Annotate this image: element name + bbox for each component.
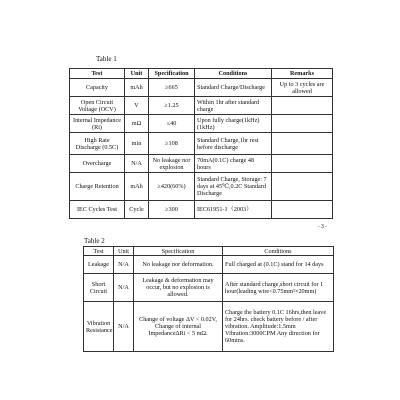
- table-cell: Upon fully charge(1kHz) (1kHz): [195, 115, 272, 133]
- table-row: [70, 97, 333, 115]
- table-cell: ≤40: [149, 115, 195, 133]
- table-cell: Up to 3 cycles are allowed: [272, 79, 333, 97]
- table-cell: Overcharge: [70, 155, 125, 173]
- table-cell: N/A: [125, 155, 149, 173]
- table-cell: Charge the battery 0.1C 16hrs,then leave for 24hrs. check battery before / after vibration. Amplitude:1.5mm Vibration:3000CPM Any direction for 60mins.: [223, 302, 334, 352]
- table-cell: IEC61951-1（2003）: [195, 201, 272, 219]
- table-cell: Standard Charge/Discharge: [195, 79, 272, 97]
- table-cell: [272, 155, 333, 173]
- table-cell: min: [125, 133, 149, 155]
- table-cell: Change of voltage ΔV < 0.02V, Change of internal ImpedanceΔRi < 5 mΩ.: [134, 302, 223, 352]
- page-number: - 3 -: [318, 224, 327, 230]
- table-row: [70, 173, 333, 201]
- table2: [83, 246, 334, 352]
- table-cell: Leakage & deformation may occur, but no explosion is allowed.: [134, 274, 223, 302]
- table-cell: Capacity: [70, 79, 125, 97]
- table-cell: ≥300: [149, 201, 195, 219]
- table2-header-conditions: Conditions: [223, 247, 334, 256]
- table1-header-remarks: Remarks: [272, 69, 333, 79]
- table-cell: ≥665: [149, 79, 195, 97]
- table-cell: [272, 201, 333, 219]
- table1: [69, 68, 333, 219]
- table-row: [70, 133, 333, 155]
- table-cell: N/A: [114, 302, 134, 352]
- table2-header-unit: Unit: [114, 247, 134, 256]
- table-row: [70, 115, 333, 133]
- table-cell: Charge Retention: [70, 173, 125, 201]
- table2-header-test: Test: [84, 247, 114, 256]
- table-cell: IEC Cycles Test: [70, 201, 125, 219]
- table-cell: [272, 115, 333, 133]
- table-cell: N/A: [114, 274, 134, 302]
- table-cell: V: [125, 97, 149, 115]
- table-cell: Short Circuit: [84, 274, 114, 302]
- table1-caption: Table 1: [96, 55, 117, 63]
- table1-header-conditions: Conditions: [195, 69, 272, 79]
- table-cell: mAh: [125, 173, 149, 201]
- table-cell: After standard charge,short circuit for 1 hour(leading wire<0.75mm²×20mm): [223, 274, 334, 302]
- table-cell: [272, 173, 333, 201]
- table1-header-unit: Unit: [125, 69, 149, 79]
- table-row: [70, 79, 333, 97]
- table-cell: Open Circuit Voltage (OCV): [70, 97, 125, 115]
- table-cell: mAh: [125, 79, 149, 97]
- table-cell: Full charged at (0.1C) stand for 14 days: [223, 256, 334, 274]
- table2-header-specification: Specification: [134, 247, 223, 256]
- table-cell: mΩ: [125, 115, 149, 133]
- table-row: [84, 256, 334, 274]
- table-cell: Cycle: [125, 201, 149, 219]
- table-cell: High Rate Discharge (0.5C): [70, 133, 125, 155]
- table-cell: 70mA(0.1C) charge 48 hours: [195, 155, 272, 173]
- table-cell: Within 1hr after standard charge: [195, 97, 272, 115]
- table2-header-row: [84, 247, 334, 256]
- table-cell: No leakage nor explosion: [149, 155, 195, 173]
- table-cell: Standard Charge, Storage: 7 days at 45℃,0.2C Standard Discharge: [195, 173, 272, 201]
- table-row: [70, 201, 333, 219]
- table-row: [84, 274, 334, 302]
- table-cell: ≥1.25: [149, 97, 195, 115]
- table-cell: Leakage: [84, 256, 114, 274]
- table-cell: No leakage nor deformation.: [134, 256, 223, 274]
- table1-header-test: Test: [70, 69, 125, 79]
- table1-header-row: [70, 69, 333, 79]
- table-cell: Internal Impedance (Ri): [70, 115, 125, 133]
- table-cell: N/A: [114, 256, 134, 274]
- table1-header-specification: Specification: [149, 69, 195, 79]
- table-cell: ≥420(60%): [149, 173, 195, 201]
- table-cell: ≥108: [149, 133, 195, 155]
- table-cell: [272, 133, 333, 155]
- table-cell: Standard Charge,1hr rest before discharge: [195, 133, 272, 155]
- table-cell: [272, 97, 333, 115]
- table-cell: Vibration Resistance: [84, 302, 114, 352]
- table-row: [70, 155, 333, 173]
- table2-caption: Table 2: [84, 237, 105, 245]
- table-row: [84, 302, 334, 352]
